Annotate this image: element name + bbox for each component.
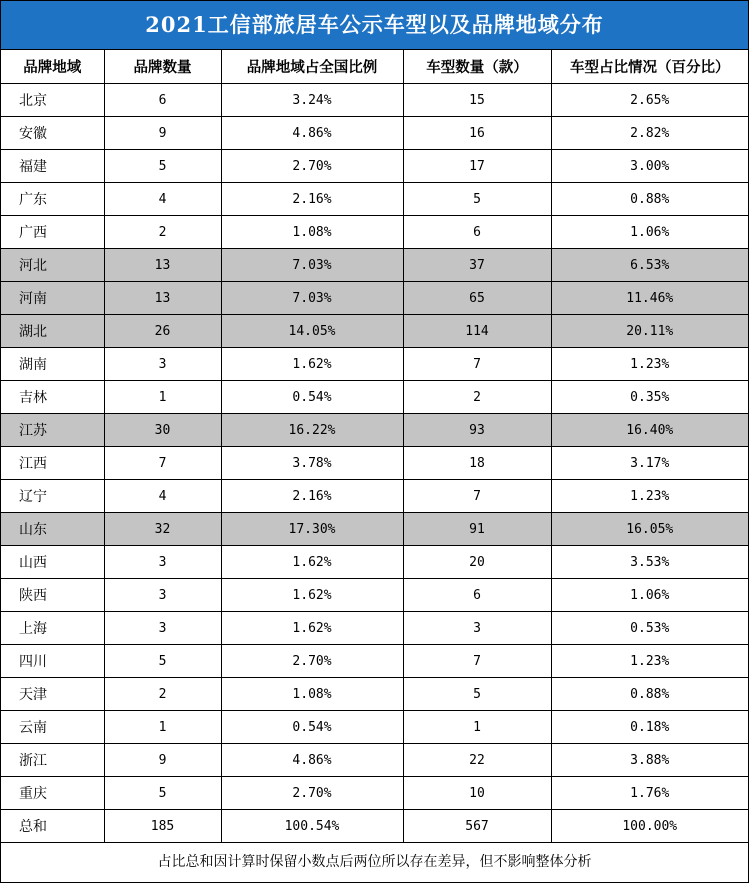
brand-share-cell: 0.54%: [221, 711, 403, 744]
table-header-row: [1, 50, 748, 84]
table-row: [1, 117, 748, 150]
table-row: [1, 84, 748, 117]
brand-share-cell: 2.70%: [221, 150, 403, 183]
brand-count-cell: 4: [104, 480, 221, 513]
model-share-cell: 1.06%: [551, 216, 748, 249]
brand-share-cell: 1.62%: [221, 348, 403, 381]
table-body: [1, 84, 748, 843]
brand-count-cell: 7: [104, 447, 221, 480]
header-model-count: 车型数量（款）: [403, 50, 551, 84]
table-row: [1, 282, 748, 315]
brand-share-cell: 1.62%: [221, 579, 403, 612]
header-model-share: 车型占比情况（百分比）: [551, 50, 748, 84]
model-count-cell: 93: [403, 414, 551, 447]
region-cell: 山西: [1, 546, 104, 579]
table-row: [1, 711, 748, 744]
header-region: 品牌地域: [1, 50, 104, 84]
region-cell: 浙江: [1, 744, 104, 777]
brand-share-cell: 4.86%: [221, 117, 403, 150]
brand-count-cell: 26: [104, 315, 221, 348]
header-brand-count: 品牌数量: [104, 50, 221, 84]
region-cell: 吉林: [1, 381, 104, 414]
brand-share-cell: 2.70%: [221, 777, 403, 810]
model-share-cell: 0.35%: [551, 381, 748, 414]
brand-count-cell: 32: [104, 513, 221, 546]
brand-count-cell: 5: [104, 777, 221, 810]
table-row: [1, 645, 748, 678]
table-row: [1, 480, 748, 513]
brand-count-cell: 2: [104, 678, 221, 711]
model-count-cell: 17: [403, 150, 551, 183]
model-share-cell: 3.53%: [551, 546, 748, 579]
model-share-cell: 0.88%: [551, 183, 748, 216]
table-row: [1, 546, 748, 579]
model-share-cell: 0.53%: [551, 612, 748, 645]
brand-share-cell: 16.22%: [221, 414, 403, 447]
model-count-cell: 2: [403, 381, 551, 414]
model-count-cell: 37: [403, 249, 551, 282]
brand-share-cell: 2.16%: [221, 480, 403, 513]
brand-share-cell: 7.03%: [221, 282, 403, 315]
table-row: [1, 150, 748, 183]
brand-share-cell: 4.86%: [221, 744, 403, 777]
model-share-cell: 1.23%: [551, 480, 748, 513]
brand-share-cell: 14.05%: [221, 315, 403, 348]
table-row: [1, 348, 748, 381]
model-share-cell: 3.00%: [551, 150, 748, 183]
table-row: [1, 678, 748, 711]
brand-share-cell: 3.24%: [221, 84, 403, 117]
table-row: [1, 447, 748, 480]
model-count-cell: 6: [403, 579, 551, 612]
model-share-cell: 16.40%: [551, 414, 748, 447]
footnote: 占比总和因计算时保留小数点后两位所以存在差异，但不影响整体分析: [157, 854, 592, 870]
region-cell: 江苏: [1, 414, 104, 447]
model-share-cell: 0.88%: [551, 678, 748, 711]
brand-share-cell: 1.62%: [221, 546, 403, 579]
header-brand-share: 品牌地域占全国比例: [221, 50, 403, 84]
model-share-cell: 20.11%: [551, 315, 748, 348]
region-cell: 湖南: [1, 348, 104, 381]
region-cell: 陕西: [1, 579, 104, 612]
model-count-cell: 3: [403, 612, 551, 645]
model-count-cell: 65: [403, 282, 551, 315]
table-row: [1, 216, 748, 249]
table-row: [1, 315, 748, 348]
region-cell: 北京: [1, 84, 104, 117]
brand-share-cell: 0.54%: [221, 381, 403, 414]
brand-share-cell: 1.62%: [221, 612, 403, 645]
region-cell: 湖北: [1, 315, 104, 348]
region-cell: 江西: [1, 447, 104, 480]
table-row: [1, 183, 748, 216]
model-count-cell: 567: [403, 810, 551, 843]
brand-count-cell: 3: [104, 579, 221, 612]
region-cell: 上海: [1, 612, 104, 645]
model-count-cell: 114: [403, 315, 551, 348]
region-cell: 天津: [1, 678, 104, 711]
model-share-cell: 1.23%: [551, 645, 748, 678]
model-share-cell: 100.00%: [551, 810, 748, 843]
model-share-cell: 1.76%: [551, 777, 748, 810]
brand-share-cell: 2.70%: [221, 645, 403, 678]
data-table: [1, 50, 748, 843]
brand-count-cell: 30: [104, 414, 221, 447]
region-cell: 辽宁: [1, 480, 104, 513]
brand-count-cell: 2: [104, 216, 221, 249]
region-cell: 总和: [1, 810, 104, 843]
model-count-cell: 20: [403, 546, 551, 579]
brand-count-cell: 4: [104, 183, 221, 216]
region-cell: 四川: [1, 645, 104, 678]
model-count-cell: 5: [403, 183, 551, 216]
brand-share-cell: 3.78%: [221, 447, 403, 480]
model-count-cell: 18: [403, 447, 551, 480]
region-cell: 云南: [1, 711, 104, 744]
model-share-cell: 3.88%: [551, 744, 748, 777]
model-share-cell: 2.65%: [551, 84, 748, 117]
table-row: [1, 777, 748, 810]
brand-share-cell: 1.08%: [221, 678, 403, 711]
model-share-cell: 11.46%: [551, 282, 748, 315]
model-count-cell: 10: [403, 777, 551, 810]
brand-count-cell: 13: [104, 282, 221, 315]
brand-count-cell: 1: [104, 711, 221, 744]
brand-share-cell: 17.30%: [221, 513, 403, 546]
region-cell: 福建: [1, 150, 104, 183]
model-share-cell: 16.05%: [551, 513, 748, 546]
region-cell: 广东: [1, 183, 104, 216]
model-share-cell: 1.23%: [551, 348, 748, 381]
region-cell: 河北: [1, 249, 104, 282]
region-cell: 重庆: [1, 777, 104, 810]
model-share-cell: 6.53%: [551, 249, 748, 282]
region-cell: 安徽: [1, 117, 104, 150]
model-share-cell: 3.17%: [551, 447, 748, 480]
model-count-cell: 7: [403, 480, 551, 513]
model-count-cell: 6: [403, 216, 551, 249]
table-row: [1, 414, 748, 447]
region-cell: 山东: [1, 513, 104, 546]
table-row: [1, 381, 748, 414]
brand-count-cell: 3: [104, 546, 221, 579]
table-row: [1, 810, 748, 843]
brand-count-cell: 1: [104, 381, 221, 414]
brand-share-cell: 2.16%: [221, 183, 403, 216]
table-row: [1, 612, 748, 645]
brand-count-cell: 6: [104, 84, 221, 117]
brand-count-cell: 5: [104, 150, 221, 183]
table-row: [1, 744, 748, 777]
brand-count-cell: 3: [104, 348, 221, 381]
brand-share-cell: 100.54%: [221, 810, 403, 843]
table-row: [1, 249, 748, 282]
model-count-cell: 7: [403, 348, 551, 381]
brand-share-cell: 7.03%: [221, 249, 403, 282]
model-count-cell: 5: [403, 678, 551, 711]
table-row: [1, 513, 748, 546]
brand-count-cell: 9: [104, 117, 221, 150]
brand-count-cell: 185: [104, 810, 221, 843]
page-title: 2021工信部旅居车公示车型以及品牌地域分布: [1, 1, 748, 50]
model-count-cell: 1: [403, 711, 551, 744]
model-count-cell: 91: [403, 513, 551, 546]
model-share-cell: 0.18%: [551, 711, 748, 744]
brand-share-cell: 1.08%: [221, 216, 403, 249]
brand-count-cell: 3: [104, 612, 221, 645]
region-cell: 广西: [1, 216, 104, 249]
brand-count-cell: 13: [104, 249, 221, 282]
model-count-cell: 16: [403, 117, 551, 150]
model-count-cell: 15: [403, 84, 551, 117]
region-cell: 河南: [1, 282, 104, 315]
table-row: [1, 579, 748, 612]
model-share-cell: 2.82%: [551, 117, 748, 150]
model-count-cell: 7: [403, 645, 551, 678]
brand-count-cell: 9: [104, 744, 221, 777]
brand-count-cell: 5: [104, 645, 221, 678]
model-count-cell: 22: [403, 744, 551, 777]
model-share-cell: 1.06%: [551, 579, 748, 612]
